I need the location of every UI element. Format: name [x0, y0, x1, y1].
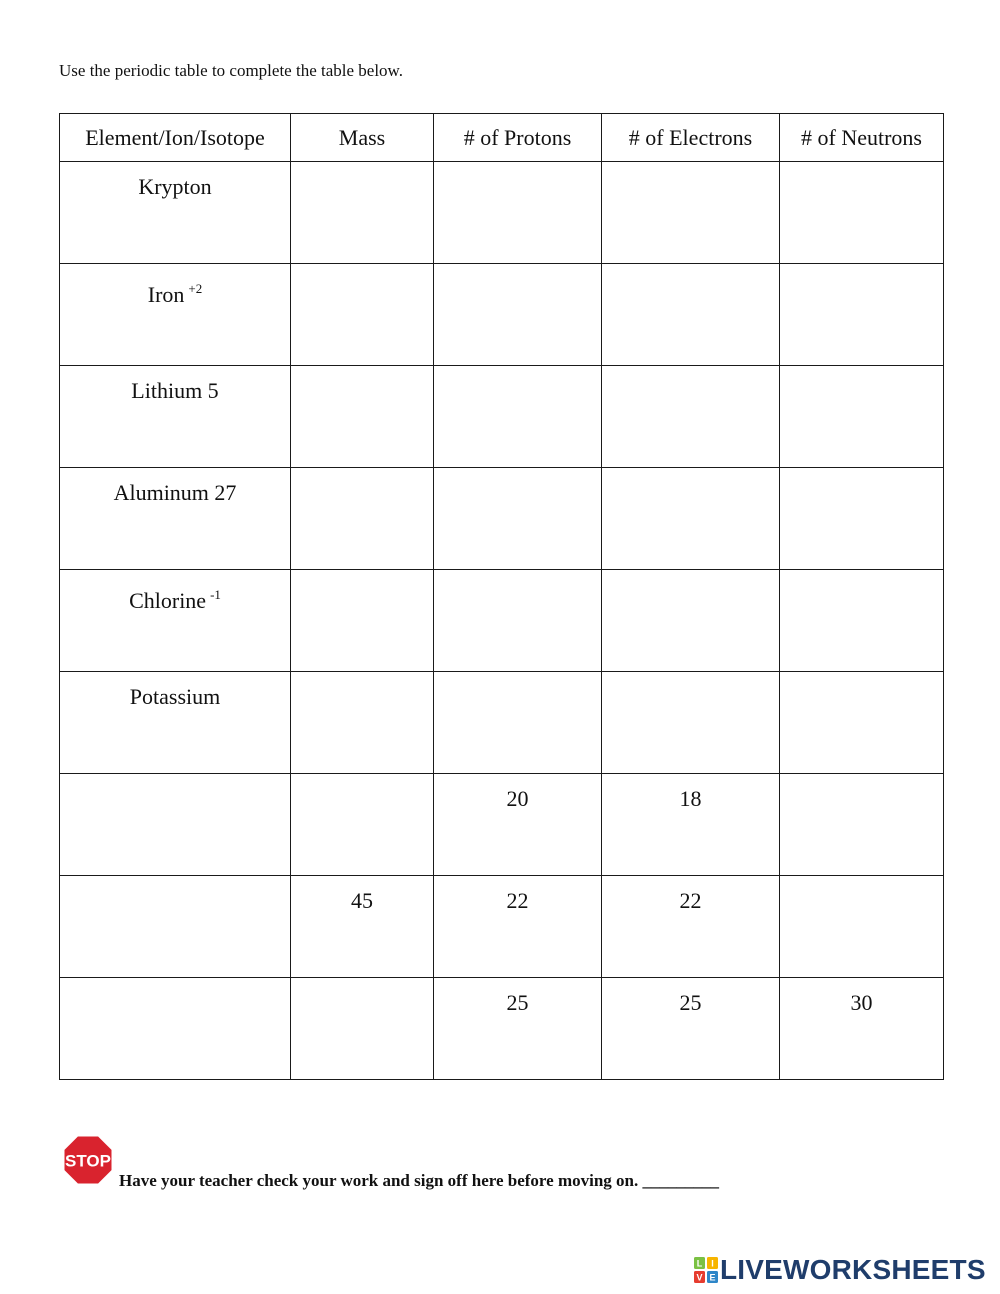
cell-neutrons-value	[780, 468, 943, 480]
cell-neutrons-value	[780, 774, 943, 786]
cell-neutrons-value: 30	[850, 990, 873, 1015]
header-neutrons: # of Neutrons	[780, 114, 944, 162]
cell-protons-value: 22	[506, 888, 529, 913]
cell-neutrons-value	[780, 672, 943, 684]
ion-charge: +2	[188, 281, 203, 296]
element-name: Iron	[147, 282, 185, 307]
cell-element-content	[60, 366, 290, 404]
cell-mass-value	[291, 570, 433, 582]
cell-element[interactable]	[60, 978, 291, 1080]
cell-neutrons[interactable]	[780, 570, 944, 672]
logo-letter-v: V	[696, 1272, 703, 1283]
logo-letter-i: I	[711, 1258, 714, 1269]
cell-neutrons[interactable]	[780, 264, 944, 366]
cell-protons-value: 25	[506, 990, 529, 1015]
cell-electrons-value	[602, 570, 779, 582]
cell-electrons-value: 18	[679, 786, 702, 811]
cell-neutrons[interactable]	[780, 468, 944, 570]
cell-neutrons[interactable]	[780, 774, 944, 876]
cell-protons[interactable]	[434, 264, 602, 366]
cell-neutrons[interactable]	[780, 876, 944, 978]
table-row	[60, 774, 944, 876]
cell-mass-value	[291, 366, 433, 378]
cell-electrons[interactable]	[602, 672, 780, 774]
cell-neutrons-value	[780, 264, 943, 276]
element-name: Aluminum 27	[113, 480, 237, 505]
table-row	[60, 264, 944, 366]
cell-neutrons[interactable]	[780, 162, 944, 264]
cell-element	[60, 366, 291, 468]
cell-mass[interactable]	[291, 264, 434, 366]
cell-element-content	[60, 468, 290, 506]
cell-protons-value	[434, 264, 601, 276]
cell-electrons-value	[602, 264, 779, 276]
cell-element-content	[60, 876, 290, 888]
header-electrons: # of Electrons	[602, 114, 780, 162]
cell-element-content	[60, 672, 290, 710]
table-row	[60, 672, 944, 774]
cell-mass[interactable]	[291, 162, 434, 264]
worksheet-table	[59, 113, 944, 1080]
cell-protons-value	[434, 162, 601, 174]
cell-element-content	[60, 774, 290, 786]
cell-mass[interactable]	[291, 366, 434, 468]
cell-element	[60, 162, 291, 264]
cell-electrons	[602, 978, 780, 1080]
liveworksheets-wordmark: LIVEWORKSHEETS	[720, 1254, 986, 1285]
cell-neutrons-value	[780, 366, 943, 378]
table-row	[60, 876, 944, 978]
table-row	[60, 978, 944, 1080]
cell-electrons	[602, 876, 780, 978]
cell-neutrons[interactable]	[780, 366, 944, 468]
cell-mass-value	[291, 468, 433, 480]
table-body	[60, 162, 944, 1080]
cell-protons-value	[434, 570, 601, 582]
cell-mass[interactable]	[291, 672, 434, 774]
logo-letter-e: E	[709, 1272, 716, 1283]
cell-mass-value	[291, 672, 433, 684]
cell-element	[60, 672, 291, 774]
cell-protons-value	[434, 366, 601, 378]
cell-neutrons	[780, 978, 944, 1080]
cell-element	[60, 264, 291, 366]
logo-letter-l: L	[696, 1258, 703, 1269]
cell-electrons-value: 25	[679, 990, 702, 1015]
signoff-text: Have your teacher check your work and sign off here before moving on. _________	[119, 1171, 720, 1190]
cell-element[interactable]	[60, 876, 291, 978]
table-row	[60, 366, 944, 468]
header-mass: Mass	[291, 114, 434, 162]
cell-neutrons-value	[780, 570, 943, 582]
cell-mass-value	[291, 264, 433, 276]
table-header-row	[60, 114, 944, 162]
cell-element	[60, 570, 291, 672]
element-name: Krypton	[138, 174, 212, 199]
cell-mass[interactable]	[291, 774, 434, 876]
table-row	[60, 468, 944, 570]
instructions-text: Use the periodic table to complete the table below.	[59, 61, 403, 80]
cell-neutrons[interactable]	[780, 672, 944, 774]
cell-element-content	[60, 162, 290, 200]
cell-protons[interactable]	[434, 162, 602, 264]
cell-electrons	[602, 774, 780, 876]
table-row	[60, 162, 944, 264]
header-protons: # of Protons	[434, 114, 602, 162]
cell-electrons[interactable]	[602, 264, 780, 366]
cell-protons-value	[434, 468, 601, 480]
cell-protons-value	[434, 672, 601, 684]
cell-protons[interactable]	[434, 672, 602, 774]
cell-electrons-value	[602, 672, 779, 684]
liveworksheets-brand[interactable]	[694, 1253, 986, 1287]
cell-protons[interactable]	[434, 570, 602, 672]
cell-protons[interactable]	[434, 366, 602, 468]
cell-element-content	[60, 978, 290, 990]
cell-mass-value: 45	[351, 888, 373, 913]
cell-mass-value	[291, 162, 433, 174]
header-element: Element/Ion/Isotope	[60, 114, 291, 162]
cell-element	[60, 468, 291, 570]
cell-electrons[interactable]	[602, 162, 780, 264]
cell-electrons-value	[602, 162, 779, 174]
cell-neutrons-value	[780, 162, 943, 174]
cell-protons	[434, 876, 602, 978]
stop-sign-label: STOP	[65, 1151, 111, 1171]
cell-mass[interactable]	[291, 570, 434, 672]
cell-mass-value	[291, 774, 433, 786]
stop-sign-icon	[62, 1134, 114, 1186]
cell-protons[interactable]	[434, 468, 602, 570]
cell-mass[interactable]	[291, 468, 434, 570]
cell-protons	[434, 978, 602, 1080]
cell-mass[interactable]	[291, 978, 434, 1080]
element-name: Chlorine	[129, 588, 207, 613]
cell-element-content	[60, 570, 290, 614]
cell-electrons[interactable]	[602, 468, 780, 570]
cell-electrons-value	[602, 468, 779, 480]
element-name: Lithium 5	[131, 378, 219, 403]
cell-electrons[interactable]	[602, 366, 780, 468]
liveworksheets-logo-icon	[694, 1257, 718, 1283]
cell-element[interactable]	[60, 774, 291, 876]
cell-mass	[291, 876, 434, 978]
cell-element-content	[60, 264, 290, 308]
cell-electrons[interactable]	[602, 570, 780, 672]
cell-electrons-value	[602, 366, 779, 378]
cell-mass-value	[291, 978, 433, 990]
table-row	[60, 570, 944, 672]
cell-protons	[434, 774, 602, 876]
cell-protons-value: 20	[506, 786, 529, 811]
cell-neutrons-value	[780, 876, 943, 888]
ion-charge: -1	[210, 587, 221, 602]
element-name: Potassium	[129, 684, 221, 709]
cell-electrons-value: 22	[679, 888, 702, 913]
